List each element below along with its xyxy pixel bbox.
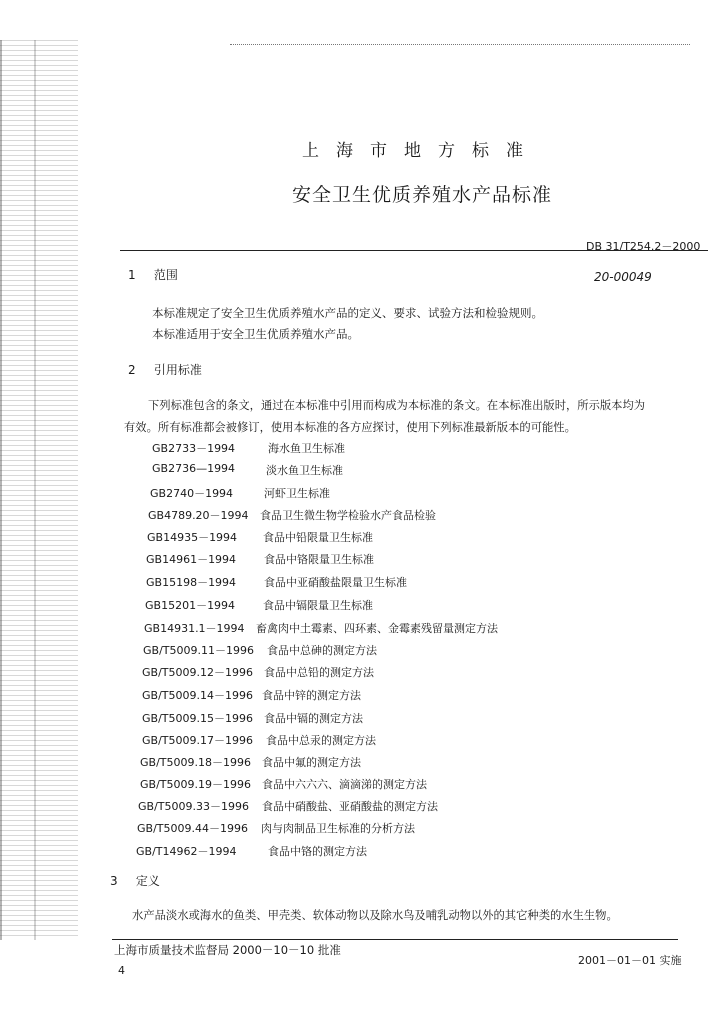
reference-code: GB15201－1994 [145,599,236,612]
paragraph: 水产品淡水或海水的鱼类、甲壳类、软体动物以及除水鸟及哺乳动物以外的其它种类的水生生物。 [132,909,618,922]
reference-code: GB/T5009.19－1996 [140,778,251,791]
reference-code: GB/T5009.15－1996 [142,712,253,725]
reference-title: 食品中总砷的测定方法 [267,644,377,657]
reference-code: GB14961－1994 [146,553,237,566]
reference-code: GB/T5009.44－1996 [137,822,248,835]
approval-info: 上海市质量技术监督局 2000－10－10 批准 [114,943,341,957]
reference-code: GB2736—1994 [152,462,236,475]
reference-code: GB14931.1－1994 [144,622,245,635]
section-title: 引用标准 [153,363,202,377]
reference-code: GB4789.20－1994 [148,509,249,522]
section-number: 2 [128,363,136,377]
reference-title: 淡水鱼卫生标准 [266,464,343,477]
reference-title: 河虾卫生标准 [264,487,330,500]
paragraph: 下列标准包含的条文，通过在本标准中引用而构成为本标准的条文。在本标准出版时，所示版本均为 [148,399,646,412]
reference-code: GB/T5009.12－1996 [142,666,253,679]
reference-title: 畜禽肉中土霉素、四环素、金霉素残留量测定方法 [256,622,498,635]
standard-category: 上海市地方标准 [302,141,540,161]
reference-title: 食品中硝酸盐、亚硝酸盐的测定方法 [262,800,438,813]
effective-date: 2001－01－01 实施 [578,954,682,967]
reference-code: GB/T5009.17－1996 [142,734,253,747]
document-title: 安全卫生优质养殖水产品标准 [292,184,553,206]
reference-title: 食品中镉的测定方法 [264,712,363,725]
reference-code: GB/T5009.11－1996 [143,644,254,657]
reference-title: 食品中锌的测定方法 [262,689,361,702]
section-heading [110,872,160,889]
reference-code: GB/T5009.33－1996 [138,800,249,813]
page-number: 4 [118,964,125,977]
reference-title: 食品中总铅的测定方法 [264,666,374,679]
paragraph: 本标准规定了安全卫生优质养殖水产品的定义、要求、试验方法和检验规则。 [152,306,543,320]
reference-title: 食品中总汞的测定方法 [266,734,376,747]
reference-title: 食品中亚硝酸盐限量卫生标准 [264,576,407,589]
section-number: 3 [110,874,118,888]
reference-code: GB14935－1994 [147,531,238,544]
reference-title: 食品中铬的测定方法 [268,845,367,858]
reference-code: GB/T14962－1994 [136,845,237,858]
standard-number: DB 31/T254.2－2000 [586,240,701,253]
paragraph: 本标准适用于安全卫生优质养殖水产品。 [152,327,359,341]
section-title: 范围 [153,268,178,282]
handwritten-note: 20-00049 [594,270,652,284]
reference-title: 食品中氟的测定方法 [262,756,361,769]
section-title: 定义 [135,874,160,888]
reference-code: GB15198－1994 [146,576,237,589]
reference-code: GB2740－1994 [150,487,234,500]
paragraph: 有效。所有标准都会被修订，使用本标准的各方应探讨，使用下列标准最新版本的可能性。 [124,421,576,434]
reference-code: GB/T5009.14－1996 [142,689,253,702]
footer-divider [112,939,678,940]
reference-title: 食品中镉限量卫生标准 [263,599,373,612]
reference-title: 食品卫生微生物学检验水产食品检验 [260,509,436,522]
reference-title: 食品中六六六、滴滴涕的测定方法 [262,778,427,791]
reference-code: GB/T5009.18－1996 [140,756,251,769]
section-number: 1 [128,268,136,282]
reference-code: GB2733－1994 [152,442,236,455]
reference-title: 食品中铬限量卫生标准 [264,553,374,566]
reference-title: 海水鱼卫生标准 [268,442,345,455]
reference-title: 食品中铅限量卫生标准 [263,531,373,544]
reference-title: 肉与肉制品卫生标准的分析方法 [261,822,415,835]
